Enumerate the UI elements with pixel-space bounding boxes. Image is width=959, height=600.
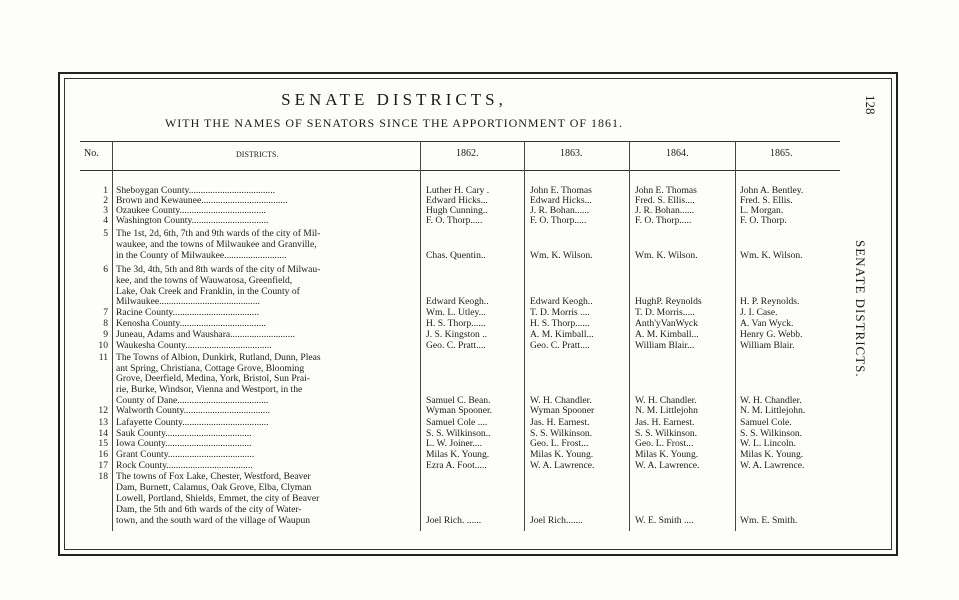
senator-1863: A. M. Kimball... xyxy=(530,330,594,340)
senator-1862: S. S. Wilkinson.. xyxy=(426,429,491,439)
district-name: waukee, and the towns of Milwaukee and Granville, xyxy=(116,240,317,250)
district-number: 4 xyxy=(103,216,108,226)
table-row xyxy=(80,251,840,261)
senator-1864: William Blair... xyxy=(635,341,695,351)
table-row xyxy=(80,418,840,428)
district-number: 9 xyxy=(103,330,108,340)
table-row xyxy=(80,429,840,439)
table-row xyxy=(80,483,840,493)
district-name: The Towns of Albion, Dunkirk, Rutland, Dunn, Pleas xyxy=(116,353,321,363)
district-name: Dam, Burnett, Calamus, Oak Grove, Elba, Clyman xyxy=(116,483,312,493)
table-row xyxy=(80,229,840,239)
table-row xyxy=(80,374,840,384)
senator-1864: W. H. Chandler. xyxy=(635,396,697,406)
senator-1863: Joel Rich....... xyxy=(530,516,583,526)
senator-1864: John E. Thomas xyxy=(635,186,697,196)
table-row xyxy=(80,297,840,307)
senator-1863: Edward Hicks... xyxy=(530,196,592,206)
table-row xyxy=(80,353,840,363)
district-name: Milwaukee.......................................... xyxy=(116,297,260,307)
page-subtitle: WITH THE NAMES OF SENATORS SINCE THE APPORTIONMENT OF 1861. xyxy=(164,116,624,130)
district-name: Juneau, Adams and Waushara........................... xyxy=(116,330,295,340)
senator-1864: W. E. Smith .... xyxy=(635,516,694,526)
district-name: Grove, Deerfield, Medina, York, Bristol, Sun Prai- xyxy=(116,374,310,384)
senator-1863: John E. Thomas xyxy=(530,186,592,196)
header-districts: DISTRICTS. xyxy=(236,150,279,159)
senator-1865: W. A. Lawrence. xyxy=(740,461,805,471)
table-row xyxy=(80,196,840,206)
senator-1863: S. S. Wilkinson. xyxy=(530,429,593,439)
senator-1863: W. A. Lawrence. xyxy=(530,461,595,471)
table-row xyxy=(80,385,840,395)
district-number: 13 xyxy=(98,418,108,428)
district-name: Ozaukee County.................................... xyxy=(116,206,266,216)
senator-1864: A. M. Kimball... xyxy=(635,330,699,340)
district-name: Dam, the 5th and 6th wards of the city of Water- xyxy=(116,505,302,515)
district-name: The 3d, 4th, 5th and 8th wards of the city of Milwau- xyxy=(116,265,321,275)
district-number: 12 xyxy=(98,406,108,416)
side-running-head: SENATE DISTRICTS. xyxy=(853,240,868,378)
district-name: in the County of Milwaukee.......................... xyxy=(116,251,287,261)
table-row xyxy=(80,287,840,297)
senator-1863: F. O. Thorp..... xyxy=(530,216,587,226)
senator-1862: Samuel C. Bean. xyxy=(426,396,491,406)
senator-1862: L. W. Joiner.... xyxy=(426,439,482,449)
senator-1865: Wm. K. Wilson. xyxy=(740,251,803,261)
header-1863: 1863. xyxy=(560,148,583,159)
district-name: Lowell, Portland, Shields, Emmet, the city of Beaver xyxy=(116,494,320,504)
header-no: No. xyxy=(84,148,99,159)
table-row xyxy=(80,265,840,275)
table-row xyxy=(80,319,840,329)
senator-1864: T. D. Morris..... xyxy=(635,308,695,318)
senator-1865: A. Van Wyck. xyxy=(740,319,794,329)
senator-1862: Milas K. Young. xyxy=(426,450,490,460)
district-name: Lafayette County.................................... xyxy=(116,418,269,428)
header-1865: 1865. xyxy=(770,148,793,159)
senator-1865: Wm. E. Smith. xyxy=(740,516,798,526)
senator-1864: Geo. L. Frost... xyxy=(635,439,694,449)
district-name: town, and the south ward of the village of Waupun xyxy=(116,516,311,526)
table-row xyxy=(80,276,840,286)
senator-1862: F. O. Thorp..... xyxy=(426,216,483,226)
senator-1863: W. H. Chandler. xyxy=(530,396,592,406)
senator-1864: Milas K. Young. xyxy=(635,450,699,460)
senator-1862: Geo. C. Pratt.... xyxy=(426,341,486,351)
district-name: Racine County.................................... xyxy=(116,308,260,318)
table-row xyxy=(80,341,840,351)
senator-1865: William Blair. xyxy=(740,341,795,351)
senator-1865: Samuel Cole. xyxy=(740,418,792,428)
header-1864: 1864. xyxy=(666,148,689,159)
senator-1865: W. L. Lincoln. xyxy=(740,439,796,449)
district-number: 18 xyxy=(98,472,108,482)
district-name: ant Spring, Christiana, Cottage Grove, Blooming xyxy=(116,364,305,374)
district-number: 15 xyxy=(98,439,108,449)
senator-1865: J. I. Case. xyxy=(740,308,778,318)
district-number: 17 xyxy=(98,461,108,471)
header-bottom-rule xyxy=(80,170,840,171)
table-row xyxy=(80,505,840,515)
senator-1864: N. M. Littlejohn xyxy=(635,406,698,416)
district-number: 11 xyxy=(98,353,108,363)
senator-1864: S. S. Wilkinson. xyxy=(635,429,698,439)
senator-1862: Samuel Cole .... xyxy=(426,418,488,428)
district-number: 7 xyxy=(103,308,108,318)
table-row xyxy=(80,439,840,449)
district-name: rie, Burke, Windsor, Vienna and Westport, in the xyxy=(116,385,303,395)
table-row xyxy=(80,308,840,318)
table-row xyxy=(80,186,840,196)
page-number: 128 xyxy=(863,95,878,115)
district-number: 3 xyxy=(103,206,108,216)
senator-1865: H. P. Reynolds. xyxy=(740,297,800,307)
senator-1865: L. Morgan. xyxy=(740,206,784,216)
senator-1863: Milas K. Young. xyxy=(530,450,594,460)
table-row xyxy=(80,461,840,471)
senator-1863: T. D. Morris .... xyxy=(530,308,590,318)
senator-1862: Chas. Quentin.. xyxy=(426,251,486,261)
senator-1862: Wyman Spooner. xyxy=(426,406,493,416)
district-name: kee, and the towns of Wauwatosa, Greenfield, xyxy=(116,276,293,286)
district-name: Sauk County.................................... xyxy=(116,429,252,439)
senator-1865: S. S. Wilkinson. xyxy=(740,429,803,439)
senator-1863: Wm. K. Wilson. xyxy=(530,251,593,261)
senator-1862: Joel Rich. ...... xyxy=(426,516,482,526)
senator-1863: J. R. Bohan...... xyxy=(530,206,590,216)
senator-1863: Edward Keogh.. xyxy=(530,297,593,307)
senator-1865: F. O. Thorp. xyxy=(740,216,787,226)
table-row xyxy=(80,450,840,460)
senator-1862: Wm. L. Utley... xyxy=(426,308,486,318)
district-name: County of Dane...................................... xyxy=(116,396,269,406)
senator-1864: Wm. K. Wilson. xyxy=(635,251,698,261)
district-name: Sheboygan County.................................... xyxy=(116,186,276,196)
senator-1862: J. S. Kingston .. xyxy=(426,330,488,340)
table-row xyxy=(80,216,840,226)
senator-1863: H. S. Thorp...... xyxy=(530,319,590,329)
district-name: The towns of Fox Lake, Chester, Westford, Beaver xyxy=(116,472,311,482)
district-number: 2 xyxy=(103,196,108,206)
senator-1863: Jas. H. Earnest. xyxy=(530,418,590,428)
senator-1862: Hugh Cunning.. xyxy=(426,206,488,216)
senator-1862: Ezra A. Foot..... xyxy=(426,461,487,471)
senator-1865: W. H. Chandler. xyxy=(740,396,802,406)
table-row xyxy=(80,240,840,250)
senator-1863: Geo. L. Frost... xyxy=(530,439,589,449)
district-name: Walworth County.................................... xyxy=(116,406,270,416)
senator-1862: H. S. Thorp...... xyxy=(426,319,486,329)
district-name: Rock County.................................... xyxy=(116,461,253,471)
table-row xyxy=(80,516,840,526)
senator-1862: Edward Keogh.. xyxy=(426,297,489,307)
district-name: The 1st, 2d, 6th, 7th and 9th wards of the city of Mil- xyxy=(116,229,321,239)
senator-1863: Geo. C. Pratt.... xyxy=(530,341,590,351)
table-row xyxy=(80,364,840,374)
senator-1865: Milas K. Young. xyxy=(740,450,804,460)
district-number: 14 xyxy=(98,429,108,439)
district-number: 6 xyxy=(103,265,108,275)
page-title: SENATE DISTRICTS, xyxy=(281,90,507,109)
senator-1863: Wyman Spooner xyxy=(530,406,595,416)
district-number: 10 xyxy=(98,341,108,351)
district-number: 1 xyxy=(103,186,108,196)
senator-1864: W. A. Lawrence. xyxy=(635,461,700,471)
district-name: Lake, Oak Creek and Franklin, in the County of xyxy=(116,287,300,297)
table-row xyxy=(80,494,840,504)
district-number: 5 xyxy=(103,229,108,239)
header-1862: 1862. xyxy=(456,148,479,159)
district-name: Kenosha County.................................... xyxy=(116,319,266,329)
district-name: Waukesha County.................................... xyxy=(116,341,272,351)
senator-1862: Luther H. Cary . xyxy=(426,186,490,196)
table-top-rule xyxy=(80,141,840,142)
district-name: Brown and Kewaunee.................................... xyxy=(116,196,288,206)
table-row xyxy=(80,406,840,416)
senator-1865: Fred. S. Ellis. xyxy=(740,196,793,206)
district-name: Iowa County.................................... xyxy=(116,439,252,449)
table-row xyxy=(80,330,840,340)
senator-1865: N. M. Littlejohn. xyxy=(740,406,806,416)
senator-1864: Fred. S. Ellis.... xyxy=(635,196,695,206)
senator-1864: J. R. Bohan...... xyxy=(635,206,695,216)
district-name: Grant County.................................... xyxy=(116,450,255,460)
senator-1864: Anth'yVanWyck xyxy=(635,319,698,329)
district-number: 8 xyxy=(103,319,108,329)
senator-1865: Henry G. Webb. xyxy=(740,330,803,340)
senator-1862: Edward Hicks... xyxy=(426,196,488,206)
senator-1865: John A. Bentley. xyxy=(740,186,804,196)
table-row xyxy=(80,396,840,406)
district-number: 16 xyxy=(98,450,108,460)
table-row xyxy=(80,206,840,216)
table-row xyxy=(80,472,840,482)
senator-1864: Jas. H. Earnest. xyxy=(635,418,695,428)
district-name: Washington County................................ xyxy=(116,216,269,226)
senator-1864: HughP. Reynolds xyxy=(635,297,702,307)
senator-1864: F. O. Thorp..... xyxy=(635,216,692,226)
